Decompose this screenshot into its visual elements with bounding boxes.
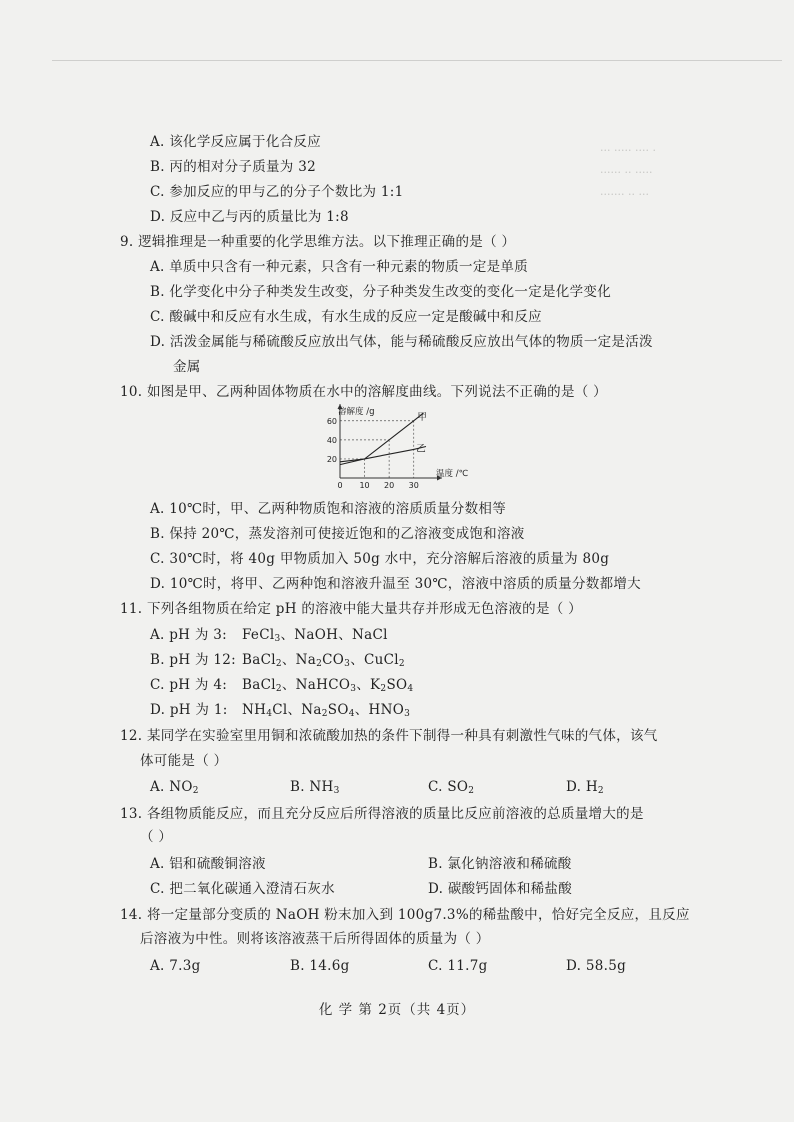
q13-option-c[interactable]: C. 把二氧化碳通入澄清石灰水 [150,881,335,897]
q9-option-a[interactable]: A. 单质中只含有一种元素，只含有一种元素的物质一定是单质 [150,259,529,275]
series-label-jia: 甲 [417,411,427,423]
q14-option-a[interactable]: A. 7.3g [150,958,201,974]
q14-option-d[interactable]: D. 58.5g [566,958,627,974]
q12-stem: 12. 某同学在实验室里用铜和浓硫酸加热的条件下制得一种具有刺激性气味的气体，该气 [120,728,658,744]
q10-option-d[interactable]: D. 10℃时，将甲、乙两种饱和溶液升温至 30℃，溶液中溶质的质量分数都增大 [150,576,641,592]
q11-option-a-content: FeCl$_3$、NaOH、NaCl [242,627,388,644]
q14-option-b[interactable]: B. 14.6g [290,958,350,974]
series-label-yi: 乙 [416,443,426,455]
q14-option-c[interactable]: C. 11.7g [428,958,488,974]
q10-option-a[interactable]: A. 10℃时，甲、乙两种物质饱和溶液的溶质质量分数相等 [150,501,507,517]
q8-option-c[interactable]: C. 参加反应的甲与乙的分子个数比为 1:1 [150,184,404,200]
page-footer: 化 学 第 2页（共 4页） [318,1002,476,1018]
q11-option-b-content: BaCl$_2$、$Na_2CO_3$、CuCl$_2$ [242,652,405,669]
q12-stem-continued: 体可能是（ ） [140,753,228,769]
q11-option-a-label[interactable]: A. pH 为 3: [150,627,227,643]
x-tick-label: 20 [384,481,395,490]
q12-option-a[interactable]: A. $NO_2$ [150,779,199,796]
q11-option-d-label[interactable]: D. pH 为 1: [150,702,228,718]
q10-option-c[interactable]: C. 30℃时，将 40g 甲物质加入 50g 水中，充分溶解后溶液的质量为 80g [150,551,610,567]
q13-stem-continued: （ ） [140,829,173,845]
q8-option-b[interactable]: B. 丙的相对分子质量为 32 [150,159,316,175]
q9-stem: 9. 逻辑推理是一种重要的化学思维方法。以下推理正确的是（ ） [120,234,516,250]
bleed-mark: ······ ·· ····· [600,166,653,179]
q13-option-a[interactable]: A. 铝和硫酸铜溶液 [150,856,266,872]
bleed-mark: ······· ·· ··· [600,188,649,201]
q9-option-d[interactable]: D. 活泼金属能与稀硫酸反应放出气体，能与稀硫酸反应放出气体的物质一定是活泼 [150,334,653,350]
y-tick-label: 40 [326,435,337,445]
q11-option-c-label[interactable]: C. pH 为 4: [150,677,228,693]
bleed-through-marks [600,140,656,206]
y-tick-label: 60 [326,416,337,426]
bleed-mark: ··· ····· ···· · [600,144,656,157]
q13-stem: 13. 各组物质能反应，而且充分反应后所得溶液的质量比反应前溶液的总质量增大的是 [120,806,644,822]
q9-option-c[interactable]: C. 酸碱中和反应有水生成，有水生成的反应一定是酸碱中和反应 [150,309,542,325]
y-tick-label: 20 [326,454,337,464]
q11-option-b-label[interactable]: B. pH 为 12: [150,652,237,668]
q11-option-c-content: BaCl$_2$、NaHCO$_3$、$K_2SO_4$ [242,677,414,694]
x-tick-label: 10 [359,481,370,490]
solubility-chart [318,404,478,496]
q11-option-d-content: $NH_4Cl$、$Na_2SO_4$、$HNO_3$ [242,702,411,719]
x-axis-label: 温度 /℃ [436,469,469,479]
q12-option-c[interactable]: C. $SO_2$ [428,779,475,796]
q13-option-d[interactable]: D. 碳酸钙固体和稀盐酸 [428,881,573,897]
q10-option-b[interactable]: B. 保持 20℃，蒸发溶剂可使接近饱和的乙溶液变成饱和溶液 [150,526,525,542]
q11-stem: 11. 下列各组物质在给定 pH 的溶液中能大量共存并形成无色溶液的是（ ） [120,601,582,617]
q14-stem: 14. 将一定量部分变质的 NaOH 粉末加入到 100g7.3%的稀盐酸中，恰好完全反应，且反应 [120,907,690,923]
q9-option-b[interactable]: B. 化学变化中分子种类发生改变，分子种类发生改变的变化一定是化学变化 [150,284,612,300]
q14-stem-continued: 后溶液为中性。则将该溶液蒸干后所得固体的质量为（ ） [140,931,490,947]
x-tick-label: 30 [408,481,419,490]
x-tick-label: 0 [337,481,343,490]
q12-option-b[interactable]: B. $NH_3$ [290,779,340,796]
q8-option-a[interactable]: A. 该化学反应属于化合反应 [150,134,322,150]
q8-option-d[interactable]: D. 反应中乙与丙的质量比为 1:8 [150,209,349,225]
q13-option-b[interactable]: B. 氯化钠溶液和稀硫酸 [428,856,572,872]
q12-option-d[interactable]: D. $H_2$ [566,779,604,796]
q9-option-d-continued: 金属 [173,359,201,375]
top-rule [52,60,782,61]
q10-stem: 10. 如图是甲、乙两种固体物质在水中的溶解度曲线。下列说法不正确的是（ ） [120,384,607,400]
y-axis-label: 溶解度 /g [338,407,375,417]
series-line-yi [340,447,426,462]
